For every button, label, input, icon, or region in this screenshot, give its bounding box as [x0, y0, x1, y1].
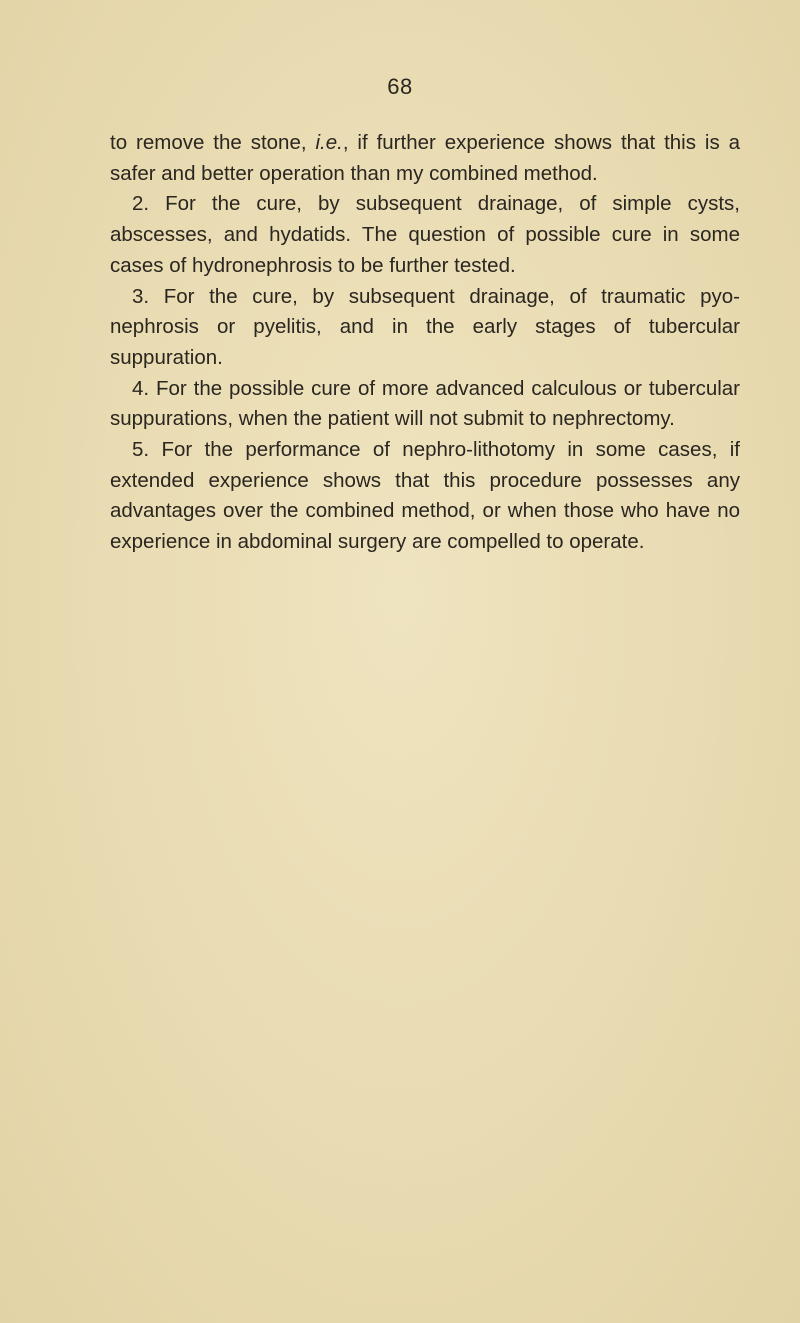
italic-abbreviation: i.e.	[315, 131, 343, 154]
paragraph-lead-text: to remove the stone,	[110, 131, 316, 154]
paragraph-item-5: 5. For the performance of nephro-lithotomy in some cases, if extended experience shows that this procedure possesses any advantages over the combined method, or when those who have no experience in abdominal surgery are compelled to operate.	[110, 438, 740, 554]
paragraph-continuation	[110, 128, 740, 189]
paragraph-item-2: 2. For the cure, by subsequent drainage, of simple cysts, abscesses, and hydatids. The question of possible cure in some cases of hydronephrosis to be further tested.	[110, 192, 740, 277]
paragraph-rest-text: , if further experience shows that this is a safer and better operation than my combined method.	[110, 131, 741, 185]
body-text	[110, 128, 740, 558]
paragraph-item-3: 3. For the cure, by subsequent drainage, of traumatic pyo-nephrosis or pyelitis, and in the early stages of tubercular suppuration.	[110, 284, 740, 369]
page-number: 68	[387, 74, 413, 99]
paragraph-item-4: 4. For the possible cure of more advanced calculous or tubercular suppurations, when the patient will not submit to nephrectomy.	[110, 376, 740, 431]
